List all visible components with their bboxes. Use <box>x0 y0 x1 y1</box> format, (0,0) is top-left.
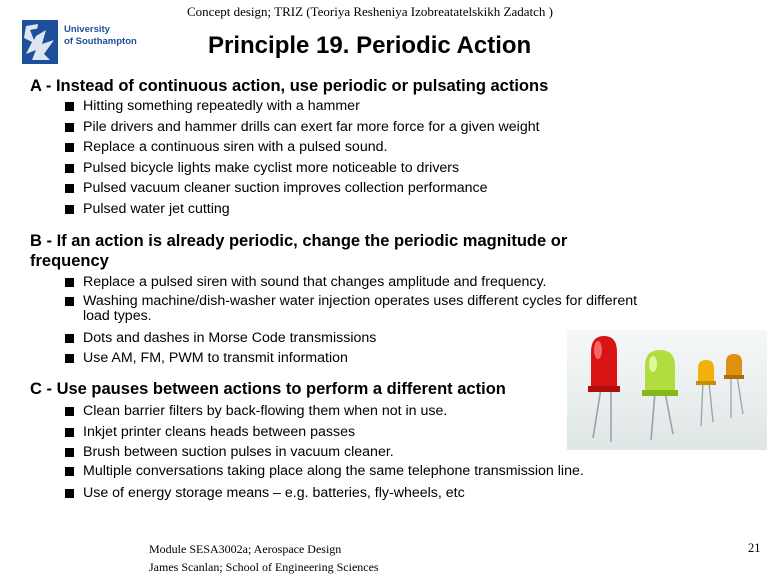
square-bullet-icon <box>65 164 74 173</box>
square-bullet-icon <box>65 143 74 152</box>
section-a-list <box>64 96 540 220</box>
list-item: Pile drivers and hammer drills can exert far more force for a given weight <box>64 117 540 138</box>
list-item: Hitting something repeatedly with a hammer <box>64 96 540 117</box>
logo-wordmark <box>64 24 137 48</box>
footer-author: James Scanlan; School of Engineering Sciences <box>149 560 379 574</box>
square-bullet-icon <box>65 102 74 111</box>
section-b-list <box>64 272 643 369</box>
footer-module: Module SESA3002a; Aerospace Design <box>149 542 342 556</box>
university-logo <box>22 20 142 64</box>
section-c-heading: C - Use pauses between actions to perform a different action <box>30 380 506 398</box>
square-bullet-icon <box>65 467 74 476</box>
list-item: Dots and dashes in Morse Code transmissions <box>64 328 643 349</box>
list-item: Washing machine/dish-washer water injection operates uses different cycles for different load types. <box>64 293 643 328</box>
slide-title: Principle 19. Periodic Action <box>208 32 532 59</box>
slide-footer <box>149 540 379 576</box>
square-bullet-icon <box>65 123 74 132</box>
square-bullet-icon <box>65 205 74 214</box>
square-bullet-icon <box>65 407 74 416</box>
list-item: Replace a continuous siren with a pulsed sound. <box>64 137 540 158</box>
square-bullet-icon <box>65 448 74 457</box>
square-bullet-icon <box>65 428 74 437</box>
page-number: 21 <box>748 541 761 555</box>
square-bullet-icon <box>65 354 74 363</box>
list-item: Use of energy storage means – e.g. batteries, fly-wheels, etc <box>64 483 643 504</box>
section-b-heading: B - If an action is already periodic, change the periodic magnitude or frequency <box>30 232 568 270</box>
square-bullet-icon <box>65 184 74 193</box>
list-item: Clean barrier filters by back-flowing them when not in use. <box>64 401 643 422</box>
square-bullet-icon <box>65 334 74 343</box>
list-item: Pulsed vacuum cleaner suction improves collection performance <box>64 178 540 199</box>
list-item: Inkjet printer cleans heads between passes <box>64 422 643 443</box>
square-bullet-icon <box>65 489 74 498</box>
list-item: Replace a pulsed siren with sound that changes amplitude and frequency. <box>64 272 643 293</box>
list-item: Brush between suction pulses in vacuum cleaner. <box>64 442 643 463</box>
list-item: Multiple conversations taking place along the same telephone transmission line. <box>64 463 643 483</box>
section-c-list <box>64 401 643 503</box>
section-a-heading: A - Instead of continuous action, use periodic or pulsating actions <box>30 77 549 95</box>
list-item: Pulsed water jet cutting <box>64 199 540 220</box>
logo-line-1: University <box>64 24 110 35</box>
square-bullet-icon <box>65 278 74 287</box>
slide-header-caption: Concept design; TRIZ (Teoriya Resheniya Izobreatatelskikh Zadatch ) <box>187 4 553 19</box>
square-bullet-icon <box>65 297 74 306</box>
southampton-shield-icon <box>22 20 58 64</box>
logo-line-2: of Southampton <box>64 36 137 47</box>
list-item: Pulsed bicycle lights make cyclist more noticeable to drivers <box>64 158 540 179</box>
list-item: Use AM, FM, PWM to transmit information <box>64 348 643 369</box>
